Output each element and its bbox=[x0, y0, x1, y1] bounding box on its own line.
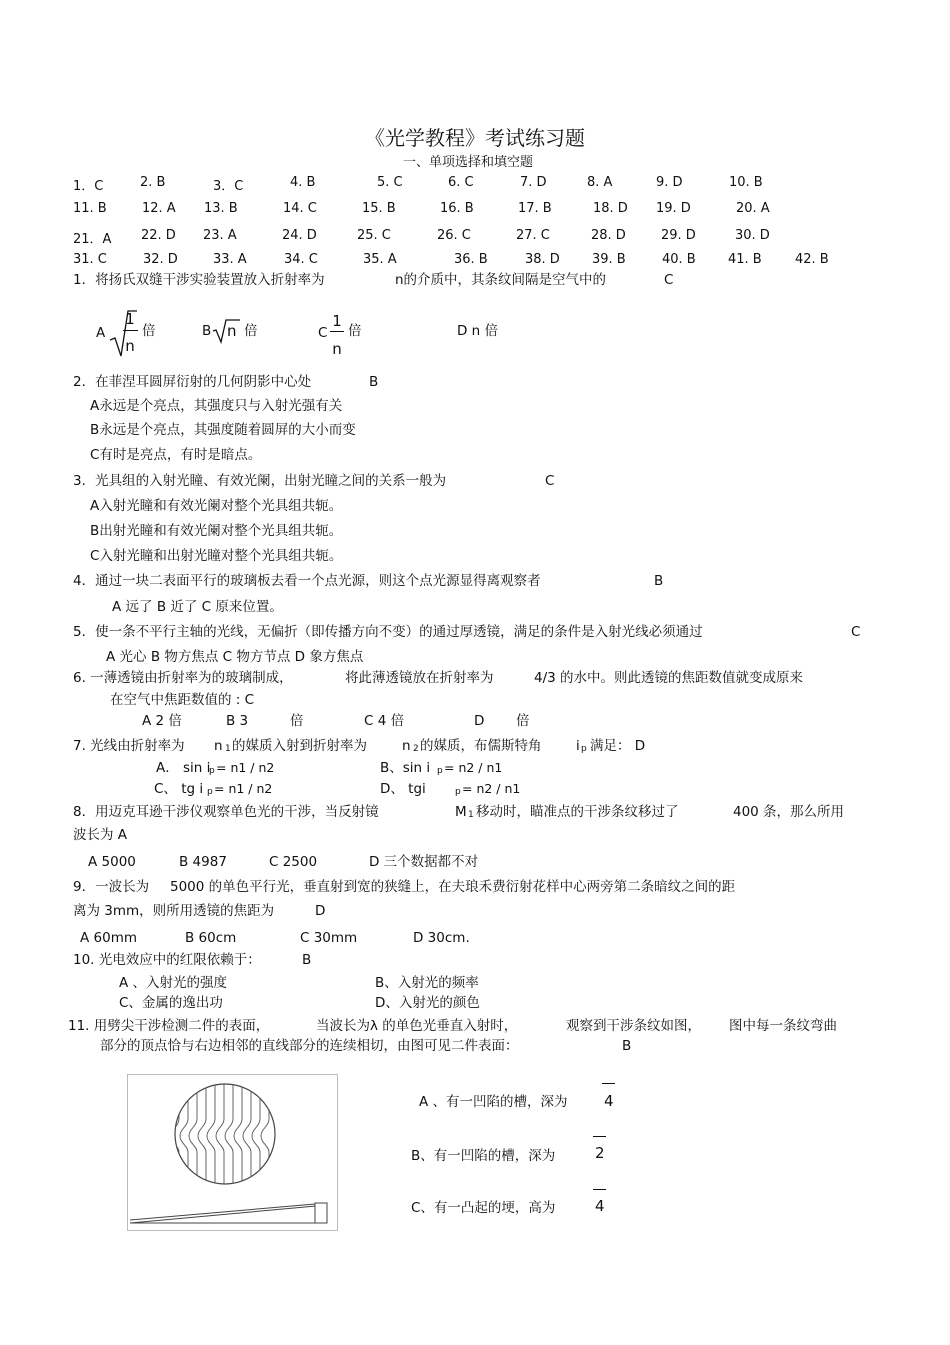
answer-item: 22. D bbox=[141, 228, 176, 243]
question-7-stem: 7. 光线由折射率为 bbox=[73, 738, 185, 754]
question-6-stem-cont: 在空气中焦距数值的 : C bbox=[110, 692, 255, 708]
answer-item: 33. A bbox=[213, 252, 247, 267]
q11-option: C、有一凸起的埂，高为 bbox=[411, 1200, 556, 1216]
q6-option: B 3 bbox=[226, 713, 249, 729]
subscript: p bbox=[437, 766, 443, 776]
q11-option-c-denominator: 4 bbox=[595, 1197, 605, 1215]
q6-option: C 4 倍 bbox=[364, 713, 405, 729]
q9-option: D 30cm. bbox=[413, 930, 470, 946]
answer-item: 29. D bbox=[661, 228, 696, 243]
q6-option: 倍 bbox=[516, 713, 530, 729]
q1-option-a-numerator: 1 bbox=[125, 310, 135, 328]
answer-item: 12. A bbox=[142, 201, 176, 216]
answer-item: 28. D bbox=[591, 228, 626, 243]
answer-item: 24. D bbox=[282, 228, 317, 243]
overline-bar bbox=[593, 1189, 606, 1190]
question-8-stem: 8．用迈克耳逊干涉仪观察单色光的干涉，当反射镜 bbox=[73, 804, 379, 820]
q3-option: A入射光瞳和有效光阑对整个光具组共轭。 bbox=[90, 498, 343, 514]
answer-item: 36. B bbox=[454, 252, 488, 267]
subscript: p bbox=[209, 766, 215, 776]
q1-option-c-denominator: n bbox=[332, 340, 342, 358]
answer-item: 1．C bbox=[73, 179, 104, 194]
answer-item: 21．A bbox=[73, 232, 112, 247]
question-7-stem-cont: 的媒质，布儒斯特角 bbox=[420, 738, 542, 754]
answer-item: 40. B bbox=[662, 252, 696, 267]
question-11-stem-cont: 当波长为λ 的单色光垂直入射时， bbox=[316, 1018, 518, 1034]
answer-item: 18. D bbox=[593, 201, 628, 216]
q11-option: B、有一凹陷的槽，深为 bbox=[411, 1148, 556, 1164]
q1-option-c-label: C bbox=[318, 325, 328, 341]
question-11-answer: B bbox=[622, 1038, 632, 1054]
subscript: p bbox=[455, 787, 461, 797]
q8-option: A 5000 bbox=[88, 854, 136, 870]
q2-option: A永远是个亮点，其强度只与入射光强有关 bbox=[90, 398, 343, 414]
question-10-answer: B bbox=[302, 952, 312, 968]
q1-option-d: D n 倍 bbox=[457, 323, 499, 339]
q1-option-a-label: A bbox=[96, 325, 106, 341]
answer-item: 17. B bbox=[518, 201, 552, 216]
answer-item: 5. C bbox=[377, 175, 403, 190]
answer-item: 26. C bbox=[437, 228, 471, 243]
q7-option-b: B、sin i bbox=[380, 760, 431, 776]
answer-item: 19. D bbox=[656, 201, 691, 216]
answer-item: 25. C bbox=[357, 228, 391, 243]
answer-item: 38. D bbox=[525, 252, 560, 267]
answer-item: 8. A bbox=[587, 175, 613, 190]
q1-option-a-denominator: n bbox=[125, 337, 135, 355]
q9-option: A 60mm bbox=[80, 930, 138, 946]
answer-item: 2. B bbox=[140, 175, 166, 190]
q11-option-a-denominator: 4 bbox=[604, 1092, 614, 1110]
answer-item: 10. B bbox=[729, 175, 763, 190]
question-1-stem: 1．将扬氏双缝干涉实验装置放入折射率为 bbox=[73, 272, 325, 288]
q7-option-b-tail: = n2 / n1 bbox=[444, 760, 503, 775]
q7-option-a: A． sin i bbox=[156, 760, 211, 776]
answer-item: 35. A bbox=[363, 252, 397, 267]
answer-item: 14. C bbox=[283, 201, 317, 216]
q8-option: D 三个数据都不对 bbox=[369, 854, 479, 870]
question-10-stem: 10. 光电效应中的红限依赖于： bbox=[73, 952, 261, 968]
question-7-stem-ip: i bbox=[576, 738, 580, 754]
q1-option-b-suffix: 倍 bbox=[244, 323, 258, 339]
question-5-answer: C bbox=[851, 624, 861, 640]
fraction-bar bbox=[330, 331, 344, 332]
subscript: p bbox=[207, 787, 213, 797]
answer-item: 4. B bbox=[290, 175, 316, 190]
answer-item: 34. C bbox=[284, 252, 318, 267]
q8-option: B 4987 bbox=[179, 854, 227, 870]
answer-item: 6. C bbox=[448, 175, 474, 190]
question-7-stem-n1: n bbox=[214, 738, 223, 754]
fraction-bar bbox=[123, 330, 138, 331]
question-2-stem: 2．在菲涅耳圆屏衍射的几何阴影中心处 bbox=[73, 374, 312, 390]
question-11-stem-cont: 部分的顶点恰与右边相邻的直线部分的连续相切，由图可见二件表面： bbox=[100, 1038, 519, 1054]
question-11-stem-cont: 图中每一条纹弯曲 bbox=[729, 1018, 837, 1034]
q5-options: A 光心 B 物方焦点 C 物方节点 D 象方焦点 bbox=[106, 649, 364, 665]
question-6-stem-cont: 4/3 的水中。则此透镜的焦距数值就变成原来 bbox=[534, 670, 804, 686]
q6-option: A 2 倍 bbox=[142, 713, 182, 729]
q9-option: B 60cm bbox=[185, 930, 237, 946]
question-4-answer: B bbox=[654, 573, 664, 589]
answer-item: 23. A bbox=[203, 228, 237, 243]
answer-item: 16. B bbox=[440, 201, 474, 216]
question-6-stem-cont: 将此薄透镜放在折射率为 bbox=[345, 670, 494, 686]
q8-option: C 2500 bbox=[269, 854, 318, 870]
q2-option: C有时是亮点，有时是暗点。 bbox=[90, 447, 262, 463]
q10-option: A 、入射光的强度 bbox=[119, 975, 228, 991]
q6-option: D bbox=[474, 713, 485, 729]
question-5-stem: 5．使一条不平行主轴的光线，无偏折（即传播方向不变）的通过厚透镜，满足的条件是入射光线必须通过 bbox=[73, 624, 703, 640]
subscript: 2 bbox=[413, 744, 419, 754]
question-7-stem-cont: 满足： D bbox=[590, 738, 646, 754]
answer-item: 30. D bbox=[735, 228, 770, 243]
question-8-stem-cont: 移动时，瞄准点的干涉条纹移过了 bbox=[476, 804, 679, 820]
overline-bar bbox=[593, 1136, 606, 1137]
subscript: p bbox=[581, 744, 587, 754]
q1-option-c-suffix: 倍 bbox=[348, 323, 362, 339]
answer-item: 27. C bbox=[516, 228, 550, 243]
question-2-answer: B bbox=[369, 374, 379, 390]
q6-option: 倍 bbox=[290, 713, 304, 729]
q1-option-b-label: B bbox=[202, 323, 212, 339]
q10-option: B、入射光的频率 bbox=[375, 975, 479, 991]
question-1-stem-cont: n的介质中，其条纹间隔是空气中的 bbox=[395, 272, 607, 288]
question-4-stem: 4．通过一块二表面平行的玻璃板去看一个点光源，则这个点光源显得离观察者 bbox=[73, 573, 541, 589]
q10-option: C、金属的逸出功 bbox=[119, 995, 223, 1011]
answer-item: 39. B bbox=[592, 252, 626, 267]
answer-item: 31. C bbox=[73, 252, 107, 267]
question-7-stem-n2: n bbox=[402, 738, 411, 754]
answer-item: 7. D bbox=[520, 175, 547, 190]
answer-item: 3．C bbox=[213, 179, 244, 194]
q2-option: B永远是个亮点，其强度随着圆屏的大小而变 bbox=[90, 422, 356, 438]
answer-item: 13. B bbox=[204, 201, 238, 216]
question-8-stem-cont: 400 条，那么所用 bbox=[733, 804, 845, 820]
question-8-stem-cont: 波长为 A bbox=[73, 827, 128, 843]
question-7-stem-cont: 的媒质入射到折射率为 bbox=[232, 738, 367, 754]
q11-option-b-denominator: 2 bbox=[595, 1144, 605, 1162]
question-6-stem: 6. 一薄透镜由折射率为的玻璃制成， bbox=[73, 670, 293, 686]
q10-option: D、入射光的颜色 bbox=[375, 995, 480, 1011]
q1-option-b-radicand: n bbox=[227, 322, 237, 340]
q7-option-d: D、 tgi bbox=[380, 781, 426, 797]
question-3-stem: 3．光具组的入射光瞳、有效光阑，出射光瞳之间的关系一般为 bbox=[73, 473, 447, 489]
overline-bar bbox=[602, 1083, 615, 1084]
q1-option-c-numerator: 1 bbox=[332, 312, 342, 330]
question-1-answer: C bbox=[664, 272, 674, 288]
answer-item: 20. A bbox=[736, 201, 770, 216]
question-11-stem: 11. 用劈尖干涉检测二件的表面， bbox=[68, 1018, 270, 1034]
answer-item: 9. D bbox=[656, 175, 683, 190]
question-9-answer: D bbox=[315, 903, 326, 919]
answer-item: 41. B bbox=[728, 252, 762, 267]
q7-option-c-tail: = n1 / n2 bbox=[214, 781, 273, 796]
answer-item: 15. B bbox=[362, 201, 396, 216]
q7-option-c: C、 tg i bbox=[154, 781, 204, 797]
question-11-stem-cont: 观察到干涉条纹如图， bbox=[566, 1018, 701, 1034]
q3-option: B出射光瞳和有效光阑对整个光具组共轭。 bbox=[90, 523, 343, 539]
wedge-interference-figure bbox=[127, 1074, 339, 1232]
question-8-stem-m: M bbox=[455, 804, 467, 820]
q11-option: A 、有一凹陷的槽，深为 bbox=[419, 1094, 568, 1110]
question-3-answer: C bbox=[545, 473, 555, 489]
subscript: 1 bbox=[468, 810, 474, 820]
page-title: 《光学教程》考试练习题 bbox=[365, 126, 585, 150]
answer-item: 32. D bbox=[143, 252, 178, 267]
q3-option: C入射光瞳和出射光瞳对整个光具组共轭。 bbox=[90, 548, 343, 564]
answer-item: 42. B bbox=[795, 252, 829, 267]
q1-option-a-suffix: 倍 bbox=[142, 323, 156, 339]
section-heading: 一、单项选择和填空题 bbox=[402, 155, 533, 170]
q9-option: C 30mm bbox=[300, 930, 358, 946]
q7-option-d-tail: = n2 / n1 bbox=[462, 781, 521, 796]
question-9-stem-cont: 5000 的单色平行光，垂直射到宽的狭缝上，在夫琅禾费衍射花样中心两旁第二条暗纹之间的距 bbox=[170, 879, 736, 895]
question-9-stem: 9．一波长为 bbox=[73, 879, 150, 895]
q7-option-a-tail: = n1 / n2 bbox=[216, 760, 275, 775]
q4-options: A 远了 B 近了 C 原来位置。 bbox=[112, 599, 283, 615]
subscript: 1 bbox=[225, 744, 231, 754]
question-9-stem-cont: 离为 3mm，则所用透镜的焦距为 bbox=[73, 903, 275, 919]
answer-item: 11. B bbox=[73, 201, 107, 216]
